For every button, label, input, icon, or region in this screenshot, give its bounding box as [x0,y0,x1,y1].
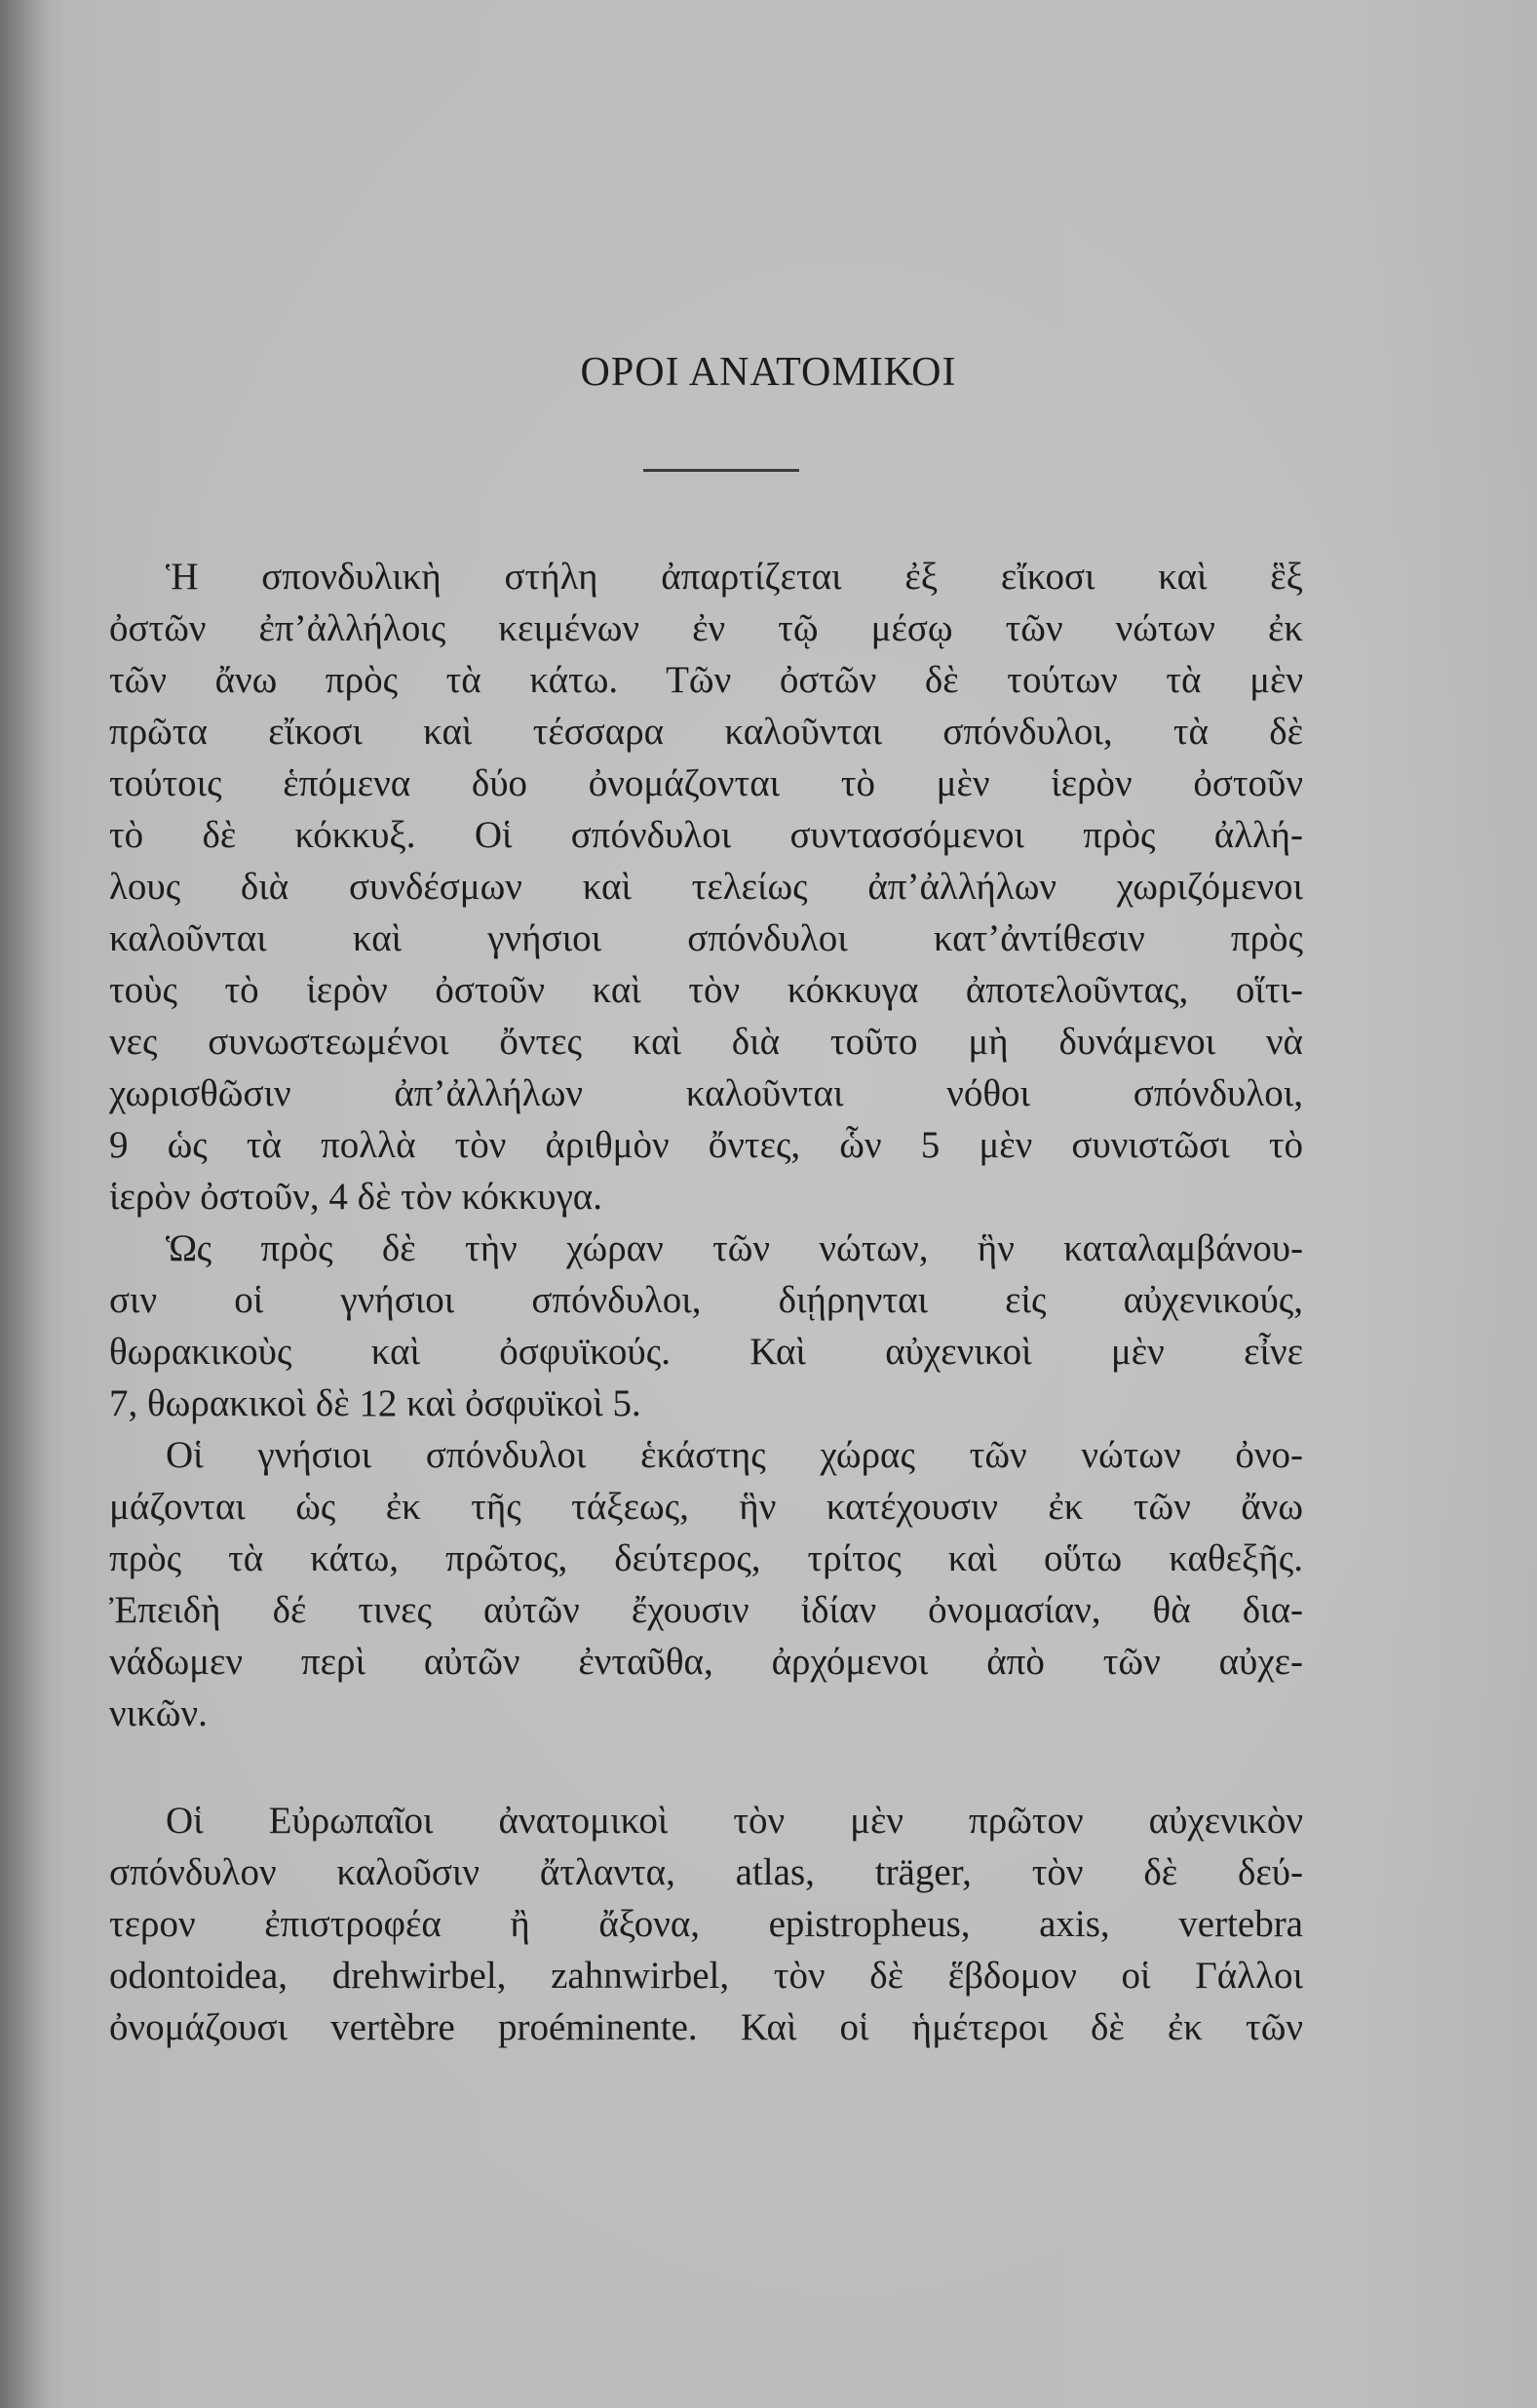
page-title: ΟΡΟΙ ΑΝΑΤΟΜΙΚΟΙ [580,350,957,395]
text-line: Ὡς πρὸς δὲ τὴν χώραν τῶν νώτων, ἣν καταλαμβάνου- [166,1227,1303,1269]
text-line: σπόνδυλον καλοῦσιν ἄτλαντα, atlas, träger, τὸν δὲ δεύ- [109,1851,1303,1893]
text-line: μάζονται ὡς ἐκ τῆς τάξεως, ἣν κατέχουσιν ἐκ τῶν ἄνω [109,1486,1303,1528]
text-line: νες συνωστεωμένοι ὄντες καὶ διὰ τοῦτο μὴ δυνάμενοι νὰ [109,1021,1303,1063]
text-line: λους διὰ συνδέσμων καὶ τελείως ἀπ’ἀλλήλων χωριζόμενοι [109,866,1303,908]
text-line: ὀνομάζουσι vertèbre proéminente. Καὶ οἱ ἡμέτεροι δὲ ἐκ τῶν [109,2006,1303,2048]
text-line: χωρισθῶσιν ἀπ’ἀλλήλων καλοῦνται νόθοι σπόνδυλοι, [109,1072,1303,1114]
text-line: θωρακικοὺς καὶ ὀσφυϊκούς. Καὶ αὐχενικοὶ μὲν εἶνε [109,1331,1303,1373]
text-line: Ἡ σπονδυλικὴ στήλη ἀπαρτίζεται ἐξ εἴκοσι καὶ ἓξ [166,556,1303,598]
text-line: τούτοις ἑπόμενα δύο ὀνομάζονται τὸ μὲν ἱερὸν ὀστοῦν [109,762,1303,804]
text-line: ἱερὸν ὀστοῦν, 4 δὲ τὸν κόκκυγα. [109,1176,602,1218]
text-line: ὀστῶν ἐπ’ἀλλήλοις κειμένων ἐν τῷ μέσῳ τῶν νώτων ἐκ [109,607,1303,649]
text-line: πρὸς τὰ κάτω, πρῶτος, δεύτερος, τρίτος καὶ οὕτω καθεξῆς. [109,1537,1303,1579]
text-line: 7, θωρακικοὶ δὲ 12 καὶ ὀσφυϊκοὶ 5. [109,1382,641,1424]
text-line: τοὺς τὸ ἱερὸν ὀστοῦν καὶ τὸν κόκκυγα ἀποτελοῦντας, οἵτι- [109,969,1303,1011]
title-divider [643,469,799,472]
text-line: τερον ἐπιστροφέα ἢ ἄξονα, epistropheus, axis, vertebra [109,1903,1303,1945]
text-line: νάδωμεν περὶ αὐτῶν ἐνταῦθα, ἀρχόμενοι ἀπὸ τῶν αὐχε- [109,1641,1303,1683]
text-line: καλοῦνται καὶ γνήσιοι σπόνδυλοι κατ’ἀντίθεσιν πρὸς [109,917,1303,959]
text-line: Ἐπειδὴ δέ τινες αὐτῶν ἔχουσιν ἰδίαν ὀνομασίαν, θὰ δια- [109,1589,1303,1631]
text-line: νικῶν. [109,1692,208,1734]
text-line: odontoidea, drehwirbel, zahnwirbel, τὸν δὲ ἕβδομον οἱ Γάλλοι [109,1955,1303,1997]
text-line: τῶν ἄνω πρὸς τὰ κάτω. Τῶν ὀστῶν δὲ τούτων τὰ μὲν [109,659,1303,701]
text-line: σιν οἱ γνήσιοι σπόνδυλοι, διῄρηνται εἰς αὐχενικούς, [109,1279,1303,1321]
text-line: 9 ὡς τὰ πολλὰ τὸν ἀριθμὸν ὄντες, ὧν 5 μὲν συνιστῶσι τὸ [109,1124,1303,1166]
text-line: Οἱ γνήσιοι σπόνδυλοι ἑκάστης χώρας τῶν νώτων ὀνο- [166,1434,1303,1476]
text-line: τὸ δὲ κόκκυξ. Οἱ σπόνδυλοι συντασσόμενοι πρὸς ἀλλή- [109,814,1303,856]
text-line: Οἱ Εὐρωπαῖοι ἀνατομικοὶ τὸν μὲν πρῶτον αὐχενικὸν [166,1800,1303,1842]
text-line: πρῶτα εἴκοσι καὶ τέσσαρα καλοῦνται σπόνδυλοι, τὰ δὲ [109,711,1303,753]
